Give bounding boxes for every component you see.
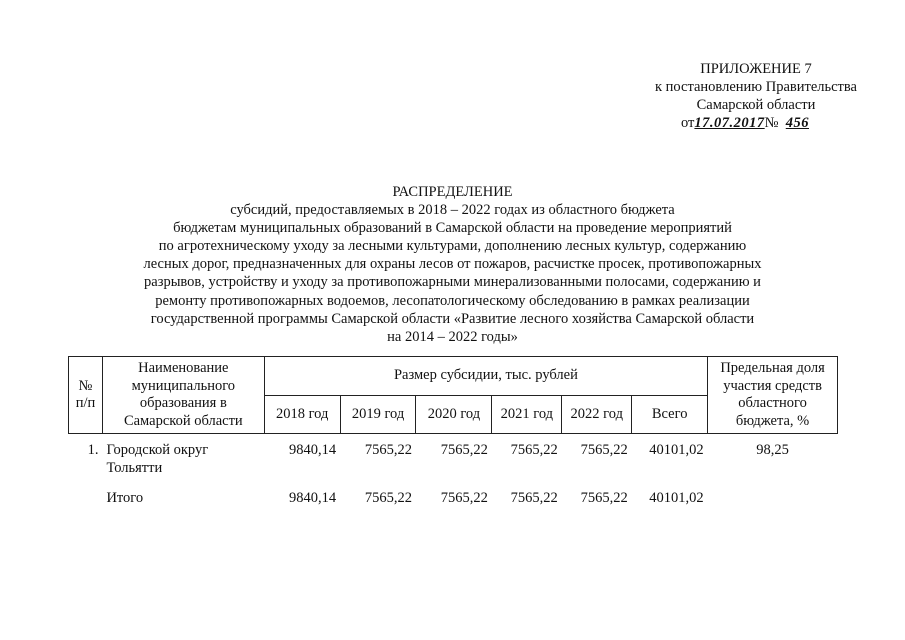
header-year: 2021 год	[492, 395, 562, 434]
appendix-title: ПРИЛОЖЕНИЕ 7	[700, 61, 812, 77]
total-label: Итого	[106, 490, 144, 506]
table-header-row	[69, 357, 838, 396]
header-name: Наименование муниципального образования в Самарской области	[102, 357, 264, 434]
document-subtitle-line: разрывов, устройству и уходу за противопожарными минерализованными полосами, содержанию и	[144, 274, 761, 291]
appendix-date-number	[655, 114, 857, 132]
total-share-empty	[708, 480, 838, 511]
row-value: 7565,22	[440, 442, 488, 458]
header-year: 2022 год	[562, 395, 632, 434]
header-subsidy-group: Размер субсидии, тыс. рублей	[264, 357, 707, 396]
total-value: 7565,22	[580, 490, 628, 506]
document-subtitle-line: ремонту противопожарных водоемов, лесопатологическому обследованию в рамках реализации	[155, 292, 750, 309]
total-num-empty	[69, 480, 103, 511]
header-year: 2018 год	[264, 395, 340, 434]
total-sum: 40101,02	[649, 490, 704, 506]
total-value: 7565,22	[510, 490, 558, 506]
total-value: 7565,22	[440, 490, 488, 506]
handwritten-number: 456	[785, 115, 809, 131]
header-year: 2019 год	[340, 395, 416, 434]
row-value: 7565,22	[364, 442, 412, 458]
document-subtitle-line: субсидий, предоставляемых в 2018 – 2022 годах из областного бюджета	[230, 202, 675, 219]
appendix-block	[655, 60, 857, 132]
row-value: 7565,22	[580, 442, 628, 458]
document-heading: РАСПРЕДЕЛЕНИЕ	[392, 184, 513, 200]
total-value: 7565,22	[364, 490, 412, 506]
number-sign: №	[764, 115, 779, 131]
table-total-row	[69, 480, 838, 511]
appendix-line-3: Самарской области	[696, 97, 816, 113]
header-total: Всего	[632, 395, 708, 434]
row-num: 1.	[87, 442, 99, 458]
document-subtitle-line: лесных дорог, предназначенных для охраны лесов от пожаров, расчистке просек, противопожарных	[143, 256, 762, 273]
row-share: 98,25	[756, 442, 789, 458]
row-value: 7565,22	[510, 442, 558, 458]
handwritten-date: 17.07.2017	[694, 115, 765, 131]
header-share: Предельная доля участия средств областного бюджета, %	[708, 357, 838, 434]
document-subtitle-line: на 2014 – 2022 годы»	[387, 328, 518, 345]
document-subtitle-line: по агротехническому уходу за лесными культурами, дополнению лесных культур, содержанию	[158, 238, 747, 255]
document-subtitle-line: бюджетам муниципальных образований в Самарской области на проведение мероприятий	[173, 220, 732, 237]
header-year: 2020 год	[416, 395, 492, 434]
appendix-prefix-ot: от	[681, 115, 695, 131]
document-title-block	[0, 183, 905, 346]
total-value: 9840,14	[288, 490, 337, 506]
row-total: 40101,02	[649, 442, 704, 458]
document-subtitle-line: государственной программы Самарской области «Развитие лесного хозяйства Самарской области	[150, 310, 755, 327]
row-name: Городской округ Тольятти	[106, 442, 209, 476]
appendix-line-2: к постановлению Правительства	[655, 79, 857, 95]
table-row	[69, 434, 838, 481]
row-value: 9840,14	[288, 442, 337, 458]
subsidy-table	[68, 356, 838, 511]
header-num: № п/п	[69, 357, 103, 434]
